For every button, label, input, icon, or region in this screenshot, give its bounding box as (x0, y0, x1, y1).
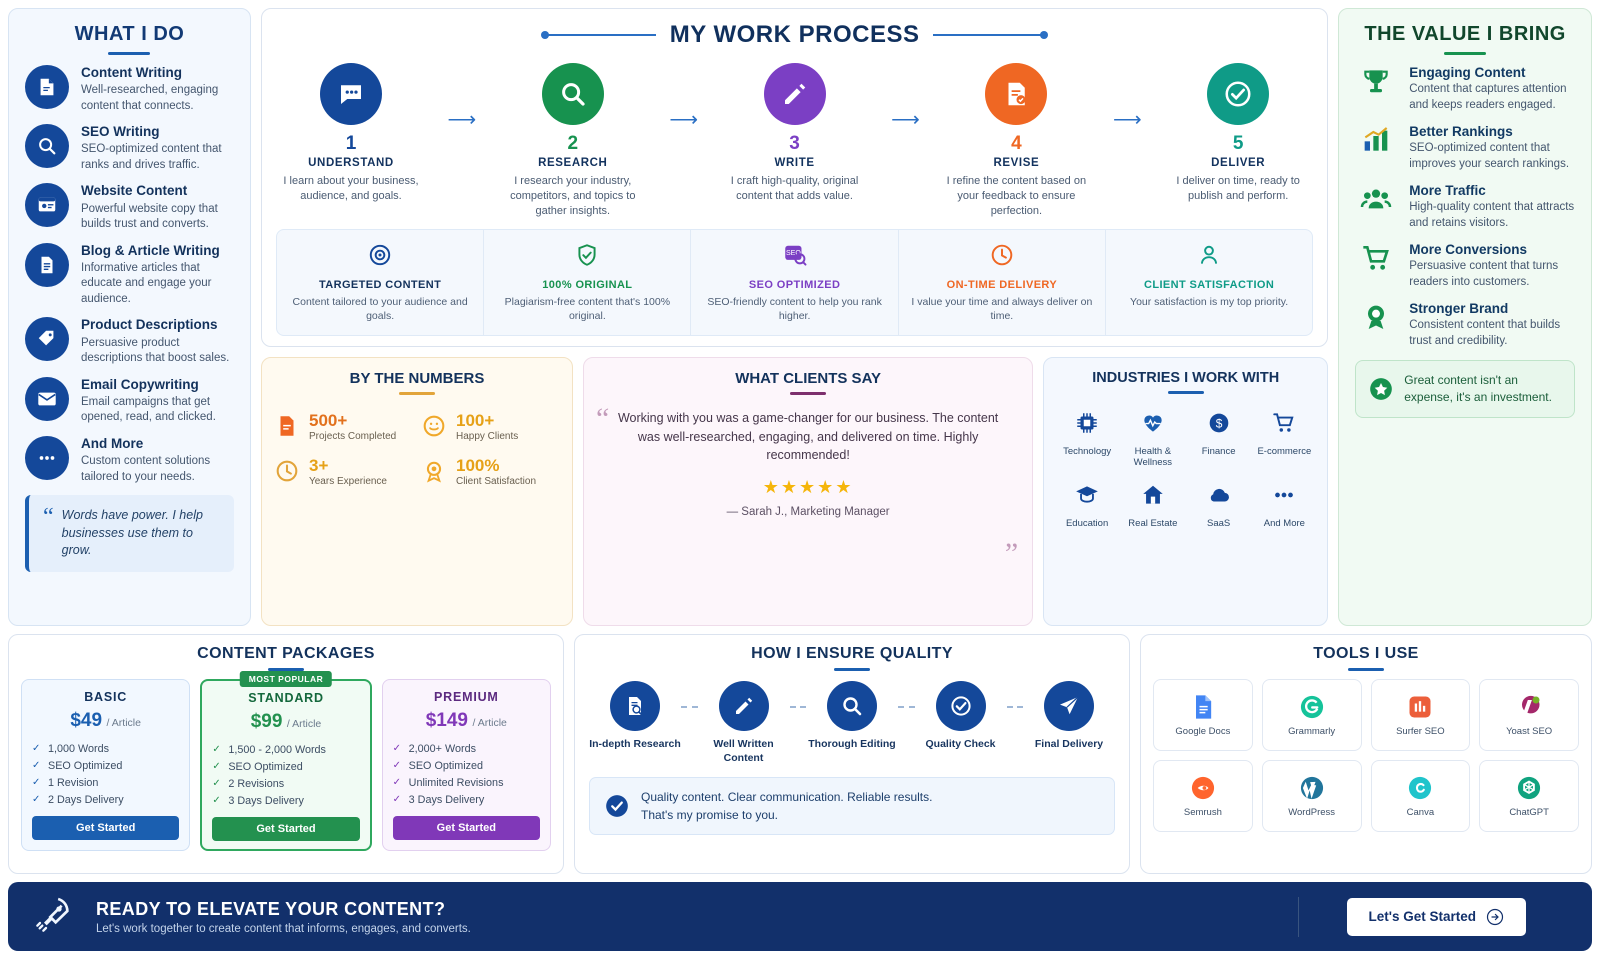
tools-title: TOOLS I USE (1313, 645, 1419, 662)
research-doc-icon (610, 681, 660, 731)
connector-line (898, 706, 915, 708)
package-price-value: $149 (425, 710, 469, 731)
grammarly-icon (1298, 693, 1326, 721)
stat-item (274, 411, 413, 442)
arrow-right-icon: ⟶ (891, 109, 920, 132)
industry-label: SaaS (1206, 517, 1231, 529)
quality-step (1023, 681, 1115, 752)
tool-label: Canva (1406, 807, 1435, 818)
pencil-icon (719, 681, 769, 731)
service-title: And More (81, 435, 144, 451)
bottom-row (8, 634, 1592, 874)
yoast-seo-icon (1515, 693, 1543, 721)
service-desc: Powerful website copy that builds trust and converts. (81, 202, 218, 231)
value-item-desc: SEO-optimized content that improves your search rankings. (1409, 142, 1570, 170)
value-item-title: Better Rankings (1409, 124, 1513, 140)
title-underline (834, 668, 870, 671)
testimonial-title: WHAT CLIENTS SAY (735, 369, 882, 387)
title-underline (1444, 52, 1486, 55)
work-process-header (276, 21, 1313, 49)
industry-item (1056, 410, 1118, 468)
magnifier-icon (542, 63, 604, 125)
tool-label: Grammarly (1288, 726, 1336, 737)
industry-label: Finance (1201, 445, 1236, 457)
tools-grid (1153, 679, 1579, 832)
arrow-right-icon: ⟶ (669, 109, 699, 132)
step-label: REVISE (993, 157, 1040, 169)
promise-line-2: That's my promise to you. (641, 808, 779, 823)
package-feature: ✓ 1 Revision (32, 774, 179, 791)
step-number: 5 (1232, 133, 1244, 154)
google-docs-icon (1189, 693, 1217, 721)
industry-label: Technology (1063, 445, 1112, 457)
quote-open-icon: “ (595, 401, 610, 435)
arrow-right-icon: ⟶ (447, 109, 477, 132)
tool-item[interactable] (1479, 679, 1579, 751)
tools-panel (1140, 634, 1592, 874)
feature-title: TARGETED CONTENT (318, 278, 442, 291)
package-feature: ✓ 3 Days Delivery (393, 791, 540, 808)
quality-step (806, 681, 898, 752)
packages-title: CONTENT PACKAGES (197, 645, 375, 662)
package-feature: ✓ 3 Days Delivery (212, 792, 359, 809)
clock-icon (274, 458, 300, 484)
cta-heading: READY TO ELEVATE YOUR CONTENT? (96, 898, 446, 919)
stat-value: 100+ (455, 410, 495, 430)
package-price (32, 710, 179, 732)
package-name: STANDARD (248, 691, 324, 705)
cart-icon (1355, 242, 1397, 274)
tool-label: ChatGPT (1509, 807, 1549, 818)
feature-item (691, 230, 898, 335)
most-popular-badge: MOST POPULAR (240, 671, 332, 687)
house-icon (1140, 482, 1166, 508)
step-number: 4 (1011, 133, 1022, 154)
value-title: THE VALUE I BRING (1364, 23, 1566, 45)
middle-row (261, 357, 1328, 626)
heartbeat-icon (1140, 410, 1166, 436)
package-premium (382, 679, 551, 851)
process-step[interactable] (941, 63, 1091, 219)
lets-get-started-button[interactable] (1347, 898, 1527, 936)
chatgpt-icon (1515, 774, 1543, 802)
magnifier-icon (25, 124, 69, 168)
step-label: UNDERSTAND (308, 157, 394, 169)
value-item-desc: Consistent content that builds trust and credibility. (1409, 319, 1561, 347)
value-item-title: More Traffic (1409, 183, 1486, 199)
package-price (212, 711, 359, 733)
quote-mark-icon: “ (43, 504, 54, 531)
get-started-button-standard[interactable]: Get Started (212, 817, 359, 841)
service-desc: Well-researched, engaging content that connects. (81, 84, 219, 112)
quality-step-label: Thorough Editing (808, 738, 896, 750)
quality-steps (589, 681, 1115, 765)
value-note (1355, 360, 1575, 418)
feature-desc: Your satisfaction is my top priority. (1130, 295, 1289, 308)
award-ribbon-icon (1355, 301, 1397, 333)
chip-icon (1074, 410, 1100, 436)
value-item-title: Engaging Content (1409, 65, 1526, 80)
process-step[interactable] (1163, 63, 1313, 204)
connector-line (681, 706, 698, 708)
service-title: SEO Writing (81, 124, 160, 140)
cta-bar (8, 882, 1592, 951)
value-item (1355, 242, 1575, 290)
stat-value: 3+ (308, 455, 329, 475)
tool-item[interactable] (1153, 679, 1253, 751)
package-price-unit: / Article (286, 718, 322, 730)
package-standard (200, 674, 371, 851)
top-row (8, 8, 1592, 626)
service-title: Product Descriptions (81, 317, 218, 333)
browser-window-icon (25, 183, 69, 227)
step-number: 1 (345, 133, 357, 154)
industries-title: INDUSTRIES I WORK WITH (1092, 369, 1280, 386)
service-item[interactable] (25, 243, 234, 308)
quality-step (915, 681, 1007, 752)
feature-title: CLIENT SATISFACTION (1143, 278, 1275, 291)
value-item-desc: High-quality content that attracts and retains visitors. (1409, 201, 1575, 229)
feature-title: 100% ORIGINAL (542, 278, 633, 291)
cart-icon (1271, 410, 1297, 436)
value-item-desc: Content that captures attention and keeps readers engaged. (1409, 83, 1567, 111)
service-title: Blog & Article Writing (81, 242, 220, 258)
graduation-cap-icon (1074, 482, 1100, 508)
envelope-icon (25, 377, 69, 421)
feature-title: ON-TIME DELIVERY (946, 278, 1058, 291)
quality-step-label: Well Written Content (713, 738, 774, 764)
quality-panel (574, 634, 1130, 874)
service-desc: Custom content solutions tailored to your needs. (81, 455, 211, 483)
check-circle-icon (936, 681, 986, 731)
left-quote-text: Words have power. I help businesses use them to grow. (61, 508, 203, 558)
value-item-title: More Conversions (1409, 242, 1528, 258)
process-step[interactable] (498, 63, 648, 219)
svg-text:SEO: SEO (785, 249, 801, 257)
package-price-unit: / Article (472, 717, 507, 729)
check-circle-icon (1207, 63, 1269, 125)
by-the-numbers-panel (261, 357, 573, 626)
stat-value: 500+ (308, 410, 348, 430)
people-icon (1355, 183, 1397, 215)
feature-desc: SEO-friendly content to help you rank higher. (707, 295, 882, 322)
package-features (212, 741, 359, 809)
feature-item (277, 230, 484, 335)
industry-label: E-commerce (1257, 445, 1312, 457)
tool-label: WordPress (1288, 807, 1336, 818)
service-item[interactable] (25, 377, 234, 426)
testimonial-text: Working with you was a game-changer for our business. The content was well-researched, engaging, and delivered on time. Highly recommended! (617, 410, 999, 463)
tool-item[interactable] (1262, 760, 1362, 832)
cta-divider (1298, 897, 1299, 937)
industry-item (1188, 482, 1250, 529)
medal-icon (421, 458, 447, 484)
tool-label: Semrush (1183, 807, 1222, 818)
paper-plane-icon (1044, 681, 1094, 731)
step-desc: I refine the content based on your feedback to ensure perfection. (946, 175, 1087, 217)
arrow-right-circle-icon (1486, 908, 1504, 926)
package-feature: ✓ SEO Optimized (32, 757, 179, 774)
package-price-value: $49 (70, 710, 103, 731)
cta-button-label: Let's Get Started (1368, 909, 1476, 925)
ellipsis-icon (25, 436, 69, 480)
left-quote-box (25, 495, 234, 572)
target-icon (367, 242, 393, 268)
work-process-panel (261, 8, 1328, 347)
connector-line (790, 706, 807, 708)
surfer-seo-icon (1406, 693, 1434, 721)
quality-step-label: In-depth Research (589, 738, 681, 750)
service-item[interactable] (25, 436, 234, 485)
package-features (32, 740, 179, 808)
quality-step (589, 681, 681, 752)
value-item (1355, 124, 1575, 172)
industry-label: Education (1065, 517, 1109, 529)
package-feature: ✓ SEO Optimized (212, 758, 359, 775)
stat-value: 100% (455, 455, 500, 475)
dollar-circle-icon (1206, 410, 1232, 436)
quality-step (698, 681, 790, 765)
step-desc: I deliver on time, ready to publish and perform. (1176, 175, 1300, 202)
feature-item (1106, 230, 1312, 335)
quote-close-icon: ” (1004, 537, 1019, 570)
package-feature: ✓ 2,000+ Words (393, 740, 540, 757)
connector-line (1007, 706, 1024, 708)
value-item (1355, 183, 1575, 231)
title-underline (399, 392, 435, 395)
rocket-icon (34, 894, 74, 939)
title-underline (790, 392, 826, 395)
stat-item (421, 456, 560, 487)
value-item (1355, 65, 1575, 113)
numbers-grid (274, 411, 560, 487)
value-item-desc: Persuasive content that turns readers into customers. (1409, 260, 1559, 288)
step-number: 3 (789, 133, 800, 154)
service-item[interactable] (25, 317, 234, 366)
star-circle-icon (1368, 376, 1394, 402)
process-steps (276, 63, 1313, 219)
service-title: Email Copywriting (81, 376, 199, 392)
clock-icon (989, 242, 1015, 268)
center-column (261, 8, 1328, 626)
step-desc: I craft high-quality, original content that adds value. (730, 175, 859, 202)
ellipsis-icon (1271, 482, 1297, 508)
industry-label: And More (1263, 517, 1305, 529)
package-feature: ✓ 1,500 - 2,000 Words (212, 741, 359, 758)
tool-item[interactable] (1371, 679, 1471, 751)
bar-chart-up-icon (1355, 124, 1397, 156)
document-icon (25, 243, 69, 287)
trophy-icon (1355, 65, 1397, 97)
package-basic (21, 679, 190, 851)
feature-item (899, 230, 1106, 335)
get-started-button-basic[interactable]: Get Started (32, 816, 179, 840)
cloud-icon (1206, 482, 1232, 508)
stat-label: Years Experience (308, 475, 387, 487)
pencil-icon (764, 63, 826, 125)
industry-item (1253, 482, 1315, 529)
value-panel (1338, 8, 1592, 626)
service-item[interactable] (25, 183, 234, 232)
industry-label: Health & Wellness (1133, 445, 1173, 468)
industry-item (1122, 482, 1184, 529)
tool-item[interactable] (1153, 760, 1253, 832)
industry-item (1056, 482, 1118, 529)
check-badge-icon (604, 793, 630, 819)
feature-desc: I value your time and always deliver on time. (911, 295, 1093, 322)
what-i-do-title: WHAT I DO (74, 23, 185, 45)
package-feature: ✓ 2 Revisions (212, 775, 359, 792)
process-step[interactable] (276, 63, 426, 204)
quality-title: HOW I ENSURE QUALITY (751, 645, 953, 662)
package-feature: ✓ Unlimited Revisions (393, 774, 540, 791)
title-underline (1168, 391, 1204, 394)
title-underline (108, 52, 150, 55)
step-label: DELIVER (1211, 157, 1266, 169)
industry-item (1188, 410, 1250, 468)
stat-item (421, 411, 560, 442)
feature-desc: Plagiarism-free content that's 100% original. (504, 295, 671, 322)
tool-item[interactable] (1371, 760, 1471, 832)
header-rule-left (546, 34, 656, 36)
service-desc: Informative articles that educate and engage your audience. (81, 261, 212, 305)
quality-step-label: Final Delivery (1034, 738, 1104, 750)
quality-step-label: Quality Check (925, 738, 996, 750)
service-title: Website Content (81, 183, 188, 199)
smiley-icon (421, 413, 447, 439)
by-the-numbers-title: BY THE NUMBERS (349, 369, 485, 387)
service-desc: Email campaigns that get opened, read, and clicked. (81, 395, 216, 424)
tool-label: Surfer SEO (1396, 726, 1445, 737)
industry-item (1253, 410, 1315, 468)
package-list (21, 674, 551, 851)
process-step[interactable] (720, 63, 870, 204)
promise-box (589, 777, 1115, 835)
canva-icon (1406, 774, 1434, 802)
feature-desc: Content tailored to your audience and goals. (292, 295, 468, 322)
package-price-unit: / Article (106, 717, 141, 729)
service-item[interactable] (25, 124, 234, 173)
industries-panel (1043, 357, 1328, 626)
tool-label: Yoast SEO (1506, 726, 1553, 737)
industry-label: Real Estate (1128, 517, 1178, 529)
package-name: PREMIUM (434, 690, 499, 704)
tool-item[interactable] (1479, 760, 1579, 832)
package-feature: ✓ 2 Days Delivery (32, 791, 179, 808)
svg-text:$: $ (1215, 416, 1222, 431)
header-rule-right (933, 34, 1043, 36)
industries-grid (1056, 410, 1315, 529)
checklist-icon (985, 63, 1047, 125)
tool-label: Google Docs (1175, 726, 1231, 737)
testimonial-panel (583, 357, 1033, 626)
package-feature: ✓ 1,000 Words (32, 740, 179, 757)
value-note-text: Great content isn't an expense, it's an investment. (1404, 373, 1552, 404)
package-feature: ✓ SEO Optimized (393, 757, 540, 774)
service-desc: SEO-optimized content that ranks and drives traffic. (81, 143, 222, 171)
step-desc: I learn about your business, audience, and goals. (283, 175, 419, 202)
rating-stars: ★★★★★ (762, 477, 854, 498)
feature-strip (276, 229, 1313, 336)
what-i-do-panel (8, 8, 251, 626)
get-started-button-premium[interactable]: Get Started (393, 816, 540, 840)
wordpress-icon (1298, 774, 1326, 802)
feature-title: SEO OPTIMIZED (748, 278, 841, 291)
value-item-title: Stronger Brand (1409, 301, 1509, 317)
semrush-icon (1189, 774, 1217, 802)
step-desc: I research your industry, competitors, and topics to gather insights. (510, 175, 636, 217)
package-features (393, 740, 540, 808)
magnifier-icon (827, 681, 877, 731)
seo-badge-icon (782, 242, 808, 268)
value-item (1355, 301, 1575, 349)
service-desc: Persuasive product descriptions that boost sales. (81, 336, 230, 365)
step-number: 2 (567, 133, 579, 154)
cta-subtext: Let's work together to create content that informs, engages, and converts. (96, 922, 471, 935)
cta-text (96, 899, 471, 935)
arrow-right-icon: ⟶ (1112, 109, 1142, 132)
service-item[interactable] (25, 65, 234, 114)
pencil-note-icon (25, 65, 69, 109)
stat-label: Client Satisfaction (455, 475, 537, 487)
service-title: Content Writing (81, 65, 182, 80)
stat-label: Projects Completed (308, 430, 397, 442)
promise-line-1: Quality content. Clear communication. Reliable results. (641, 790, 933, 805)
content-packages-panel (8, 634, 564, 874)
package-name: BASIC (84, 690, 128, 704)
tool-item[interactable] (1262, 679, 1362, 751)
testimonial-author: — Sarah J., Marketing Manager (726, 506, 890, 519)
step-label: WRITE (774, 157, 815, 169)
step-label: RESEARCH (538, 157, 608, 169)
title-underline (1348, 668, 1384, 671)
stat-item (274, 456, 413, 487)
work-process-title: MY WORK PROCESS (669, 21, 920, 48)
feature-item (484, 230, 691, 335)
shield-icon (574, 242, 600, 268)
chat-bubble-icon (320, 63, 382, 125)
industry-item (1122, 410, 1184, 468)
person-icon (1196, 242, 1222, 268)
tag-icon (25, 317, 69, 361)
package-price (393, 710, 540, 732)
stat-label: Happy Clients (455, 430, 519, 442)
file-icon (274, 413, 300, 439)
package-price-value: $99 (250, 711, 283, 732)
